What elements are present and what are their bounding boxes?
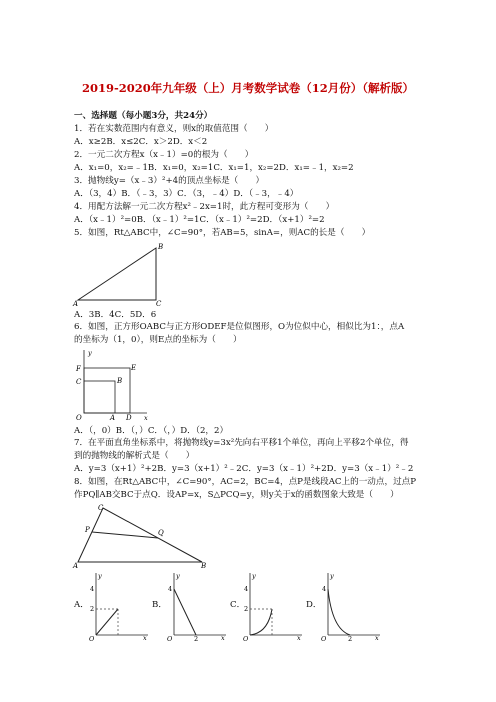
tick-4: 4 [322, 585, 327, 593]
question-1: 1．若在实数范围内有意义，则x的取值范围（ ） [74, 124, 274, 134]
question-8: 8．如图，在Rt△ABC中，∠C=90°，AC=2，BC=4，点P是线段AC上的一动点，过点P [74, 477, 417, 487]
graph-option-d-label: D． [306, 600, 322, 610]
tick-2: 2 [244, 605, 249, 613]
label-P: P [85, 526, 90, 534]
question-7: 7．在平面直角坐标系中，将抛物线y=3x²先向右平移1个单位，再向上平移2个单位，得 [74, 438, 409, 448]
label-F: F [76, 365, 81, 373]
question-1-options: A．x≥2B．x≤2C．x＞2D．x＜2 [74, 137, 208, 147]
label-A: A [73, 562, 79, 568]
label-y: y [88, 349, 92, 357]
axis-x: x [375, 634, 379, 641]
label-B: B [158, 243, 164, 251]
axis-origin: O [167, 635, 173, 641]
question-3: 3．抛物线y=（x﹣3）²+4的顶点坐标是（ ） [74, 176, 265, 186]
axis-x: x [143, 634, 147, 641]
question-4: 4．用配方法解一元二次方程x²﹣2x=1时，此方程可变形为（ ） [74, 202, 335, 212]
axis-y: y [330, 572, 334, 580]
axis-x: x [297, 634, 301, 641]
label-E: E [131, 364, 137, 372]
question-3-options: A．（3，4）B．（﹣3，3）C．（3，﹣4）D．（﹣3，﹣4） [74, 189, 299, 199]
axis-origin: O [321, 635, 327, 641]
question-2-options: A．x₁=0，x₂=﹣1B．x₁=0，x₂=1C．x₁=1，x₂=2D．x₁=﹣1，x₂=2 [74, 163, 354, 173]
section-heading: 一、选择题（每小题3分，共24分） [74, 111, 213, 121]
exam-title: 2019-2020年九年级（上）月考数学试卷（12月份）（解析版） [81, 81, 415, 95]
label-A: A [110, 414, 116, 422]
graph-option-b-label: B． [152, 600, 167, 610]
question-5-options: A．3B．4C．5D．6 [74, 310, 157, 320]
label-C: C [98, 504, 104, 512]
axis-origin: O [89, 635, 95, 641]
question-6-options: A．（，0）B．（，）C．（，）D．（2，2） [74, 426, 229, 436]
graph-option-c [240, 571, 304, 641]
question-6-cont: 的坐标为（1，0），则E点的坐标为（ ） [74, 335, 242, 345]
tick-4: 4 [168, 585, 173, 593]
axis-y: y [176, 572, 180, 580]
tick-2: 2 [194, 635, 199, 641]
triangle-figure-q5 [72, 240, 172, 306]
tick-4: 4 [244, 585, 249, 593]
question-4-options: A．（x﹣1）²=0B．（x﹣1）²=1C．（x﹣1）²=2D．（x+1）²=2 [74, 215, 325, 225]
graph-option-b [164, 571, 228, 641]
label-C: C [76, 378, 82, 386]
axis-y: y [252, 572, 256, 580]
tick-4: 4 [90, 585, 95, 593]
label-x: x [144, 414, 148, 422]
question-7-cont: 到的抛物线的解析式是（ ） [74, 451, 195, 461]
label-Q: Q [158, 529, 164, 537]
label-B: B [117, 377, 123, 385]
label-O: O [76, 414, 82, 422]
label-A: A [73, 300, 79, 306]
graph-option-a-label: A． [74, 600, 89, 610]
axis-y: y [98, 572, 102, 580]
question-5: 5．如图，Rt△ABC中，∠C=90°，若AB=5，sinA=，则AC的长是（ ） [74, 228, 371, 238]
label-B: B [201, 562, 207, 568]
squares-figure-q6 [72, 347, 152, 423]
label-C: C [156, 300, 162, 306]
tick-2: 2 [348, 635, 353, 641]
label-D: D [126, 414, 132, 422]
question-2: 2．一元二次方程x（x﹣1）=0的根为（ ） [74, 150, 254, 160]
axis-x: x [221, 634, 225, 641]
tick-2: 2 [90, 605, 95, 613]
axis-origin: O [243, 635, 249, 641]
question-8-cont: 作PQ∥AB交BC于点Q．设AP=x，S△PCQ=y，则y关于x的函数图象大致是（ ） [74, 490, 399, 500]
question-6: 6．如图，正方形OABC与正方形ODEF是位似图形，O为位似中心，相似比为1：，点A [74, 322, 405, 332]
triangle-figure-q8 [72, 502, 208, 568]
graph-option-a [86, 571, 150, 641]
question-7-options: A．y=3（x+1）²+2B．y=3（x+1）²﹣2C．y=3（x﹣1）²+2D．y=3（x﹣1）²﹣2 [74, 464, 414, 474]
graph-option-d [318, 571, 382, 641]
graph-option-c-label: C． [230, 600, 246, 610]
